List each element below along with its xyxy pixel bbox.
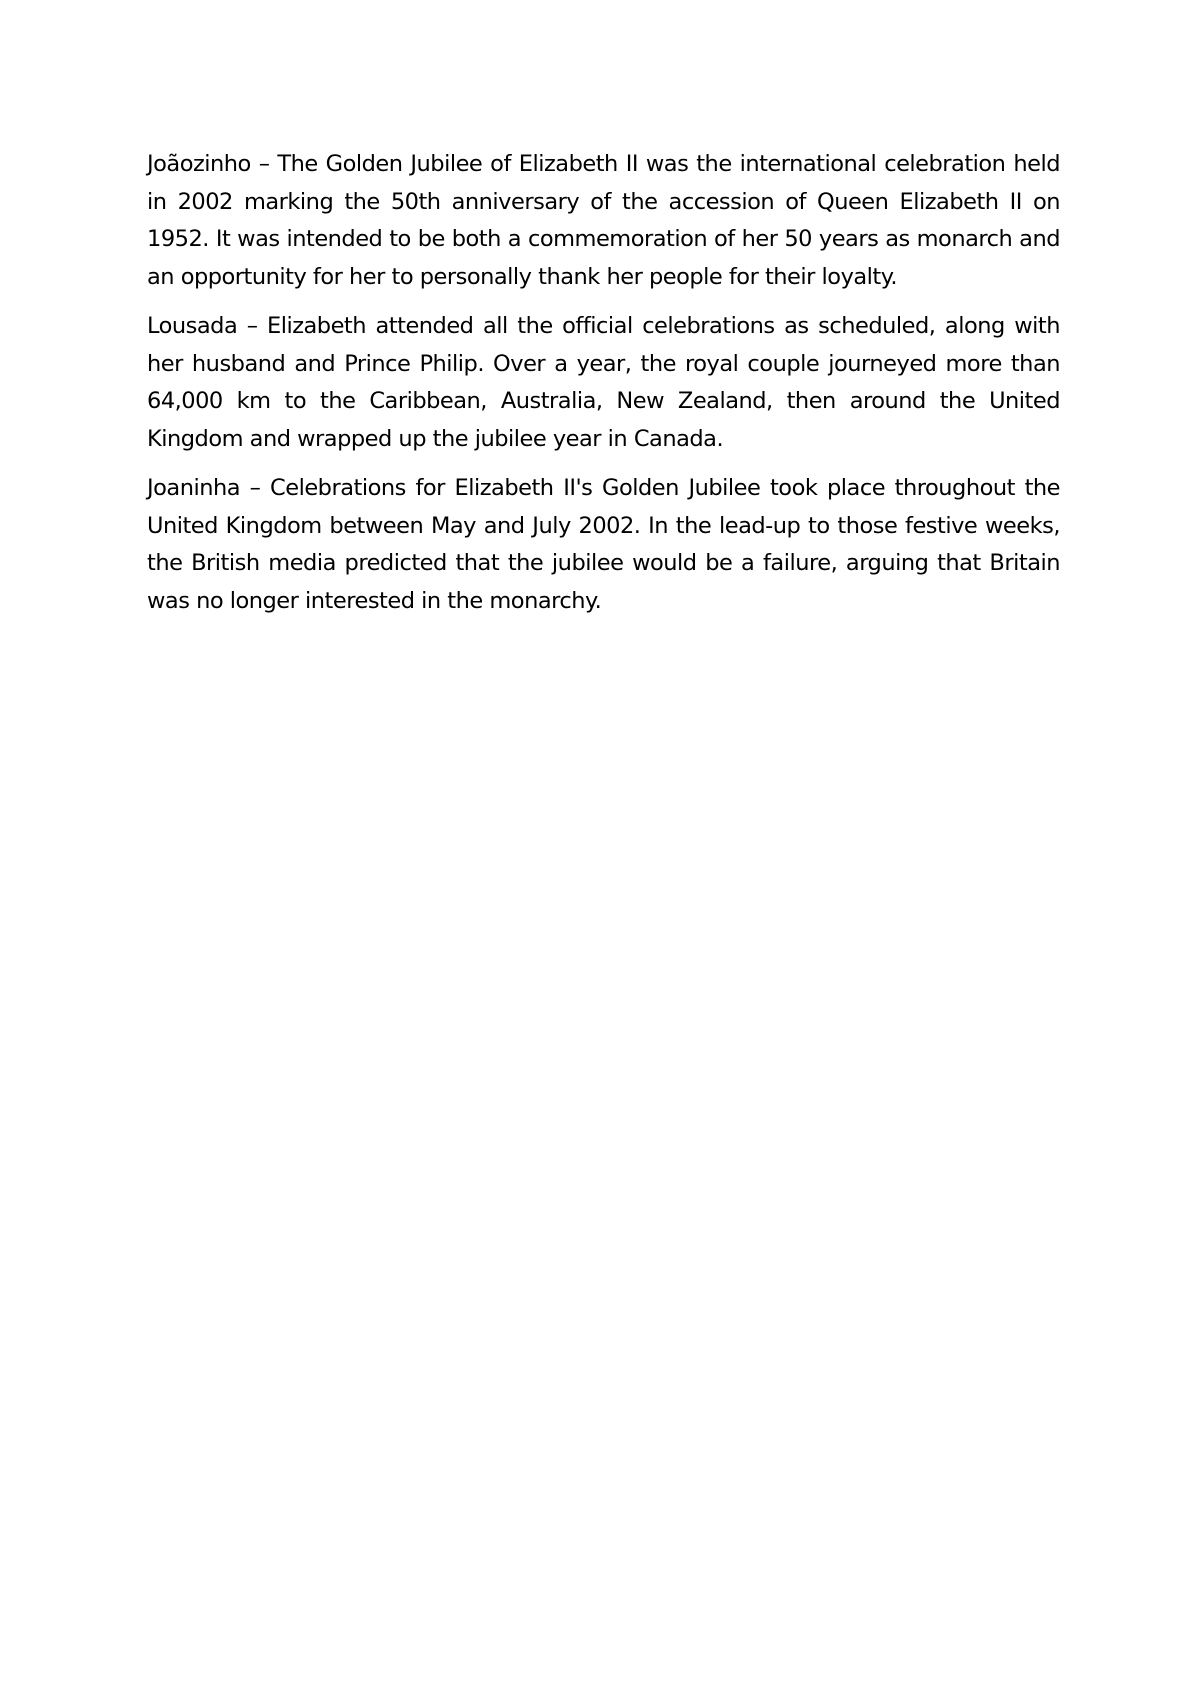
paragraph-lousada: Lousada – Elizabeth attended all the official celebrations as scheduled, along with her husband and Prince Philip. Over a year, the royal couple journeyed more than 64,000 km to the Caribbean, Australia, New Zealand, then around the United Kingdom and wrapped up the jubilee year in Canada. bbox=[147, 313, 1060, 452]
paragraph-joaozinho: Joãozinho – The Golden Jubilee of Elizabeth II was the international celebration held in 2002 marking the 50th anniversary of the accession of Queen Elizabeth II on 1952. It was intended to be both a commemoration of her 50 years as monarch and an opportunity for her to personally thank her people for their loyalty. bbox=[147, 151, 1060, 290]
document-body bbox=[147, 146, 1060, 632]
paragraph-joaninha: Joaninha – Celebrations for Elizabeth II's Golden Jubilee took place throughout the United Kingdom between May and July 2002. In the lead-up to those festive weeks, the British media predicted that the jubilee would be a failure, arguing that Britain was no longer interested in the monarchy. bbox=[147, 475, 1060, 614]
